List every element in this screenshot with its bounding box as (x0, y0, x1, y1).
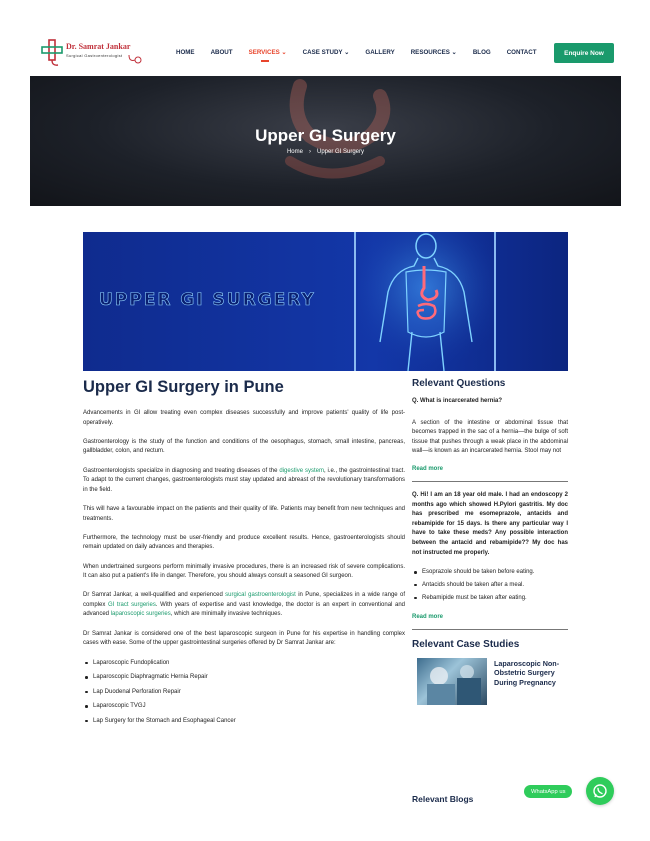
breadcrumb (30, 149, 621, 155)
list-item: Antacids should be taken after a meal. (412, 579, 568, 592)
text-segment: . With years of expertise and vast knowledge, the doctor is an expert in conventional and advanced (83, 601, 406, 618)
nav-case-study-label: CASE STUDY (302, 49, 343, 56)
nav-contact[interactable]: CONTACT (506, 49, 537, 56)
chevron-down-icon: ⌄ (451, 49, 457, 56)
surgeries-list (83, 656, 405, 729)
feature-divider-right (494, 232, 496, 371)
nav-resources-label: RESOURCES (410, 49, 450, 56)
list-item: Rebamipide must be taken after eating. (412, 592, 568, 605)
answer-list (412, 566, 568, 604)
case-study-card[interactable] (412, 658, 568, 708)
article-paragraph (83, 591, 405, 620)
gi-tract-surgeries-link[interactable]: GI tract surgeries (107, 601, 156, 608)
list-item: Lap Duodenal Perforation Repair (83, 685, 405, 700)
nav-services-label: SERVICES (248, 49, 280, 56)
site-logo[interactable] (40, 38, 140, 70)
list-item: Laparoscopic TVGJ (83, 699, 405, 714)
article-paragraph: This will have a favourable impact on the patients and their quality of life. Patients may benefit from new techniques and treatments. (83, 505, 405, 522)
list-item: Laparoscopic Diaphragmatic Hernia Repair (83, 670, 405, 685)
feature-image-text: UPPER GI SURGERY (99, 290, 316, 310)
list-item: Laparoscopic Fundoplication (83, 656, 405, 671)
text-segment: Dr Samrat Jankar, a well-qualified and experienced (83, 592, 226, 599)
read-more-link[interactable]: Read more (412, 613, 444, 620)
article-paragraph: Furthermore, the technology must be user-friendly and produce excellent results. Hence, gastroenterologists should remain updated on daily advances and therapies. (83, 534, 405, 551)
chevron-down-icon: ⌄ (344, 49, 350, 56)
digestive-system-link[interactable]: digestive system (279, 467, 324, 474)
text-segment: in Pune, specializes in a wide range of complex (83, 592, 405, 608)
article-paragraph: Gastroenterology is the study of the function and conditions of the oesophagus, stomach, small intestine, pancreas, gallbladder, colon, and rectum. (83, 438, 405, 455)
page-hero-banner (30, 76, 621, 206)
site-header (0, 0, 650, 76)
main-nav (176, 49, 553, 56)
breadcrumb-separator-icon: › (308, 149, 311, 155)
laparoscopic-surgeries-link[interactable]: laparoscopic surgeries (110, 611, 171, 618)
logo-emblem-icon (40, 38, 66, 68)
nav-resources[interactable] (411, 49, 457, 56)
nav-services[interactable] (249, 49, 287, 56)
sidebar (412, 378, 568, 708)
nav-about[interactable]: ABOUT (210, 49, 233, 56)
nav-home[interactable]: HOME (176, 49, 195, 56)
question-title: Q. What is incarcerated hernia? (412, 398, 503, 404)
article-paragraph: Advancements in GI allow treating even complex diseases successfully and improve patients' quality of life post-operatively. (83, 410, 405, 426)
main-article (83, 378, 405, 728)
list-item: Lap Surgery for the Stomach and Esophageal Cancer (83, 714, 405, 729)
feature-image (83, 232, 568, 371)
article-paragraph: When undertrained surgeons perform minimally invasive procedures, there is an increased risk of severe complications. It can also put a patient's life in danger. Therefore, you should always consult a seasoned GI surgeon. (83, 563, 405, 580)
breadcrumb-current: Upper GI Surgery (316, 149, 365, 155)
relevant-case-studies-heading: Relevant Case Studies (412, 638, 520, 650)
feature-divider-left (354, 232, 356, 371)
article-paragraph (83, 467, 405, 496)
enquire-now-button[interactable]: Enquire Now (554, 43, 614, 63)
nav-blog[interactable]: BLOG (472, 49, 491, 56)
text-segment: , which are minimally invasive techniques. (170, 611, 283, 618)
nav-gallery[interactable]: GALLERY (365, 49, 395, 56)
question-answer: A section of the intestine or abdominal tissue that becomes trapped in the sac of a hernia—the bulge of soft tissue that pushes through a weak place in the abdominal wall—is known as an incarcerated hernia. Stool may not (412, 419, 568, 455)
relevant-questions-heading: Relevant Questions (412, 378, 506, 389)
surgery-photo-icon (417, 658, 487, 705)
logo-tagline: Surgical Gastroenterologist (66, 53, 123, 58)
text-segment: , i.e., the gastrointestinal tract. To adapt to the current changes, gastroenterologists must stay updated and abreast of the revolutionary transformations in the field. (83, 467, 405, 493)
page-title: Upper GI Surgery (255, 126, 396, 145)
nav-case-study[interactable] (303, 49, 350, 56)
article-title: Upper GI Surgery in Pune (83, 378, 284, 396)
text-segment: Gastroenterologists specialize in diagnosing and treating diseases of the (83, 467, 280, 474)
logo-name: Dr. Samrat Jankar (66, 42, 131, 51)
case-study-thumbnail[interactable] (417, 658, 487, 705)
read-more-link[interactable]: Read more (412, 465, 444, 472)
list-item: Esoprazole should be taken before eating. (412, 566, 568, 579)
divider (412, 629, 568, 630)
whatsapp-icon (592, 783, 608, 799)
surgical-gastroenterologist-link[interactable]: surgical gastroenterologist (225, 592, 296, 599)
human-body-anatomy-illustration (358, 232, 494, 371)
article-paragraph: Dr Samrat Jankar is considered one of the best laparoscopic surgeon in Pune for his expertise in handling complex cases with ease. Some of the upper gastrointestinal surgeries offered by Dr Samrat Jankar are: (83, 630, 405, 647)
breadcrumb-home-link[interactable]: Home (286, 149, 303, 155)
question-title: Q. Hi! I am an 18 year old male. I had an endoscopy 2 months ago which showed H.Pylori gastritis. My doc has prescribed me esomeprazole, antacids and rebamipide for 15 days. Is there any particular way I have to take these meds? Any possible interaction between the antacid and rebamipide?? My doc has not instructed me properly. (412, 491, 568, 556)
case-study-title[interactable]: Laparoscopic Non-Obstetric Surgery During Pregnancy (494, 658, 560, 688)
logo-stethoscope-icon (128, 54, 142, 64)
chevron-down-icon: ⌄ (281, 49, 287, 56)
whatsapp-button[interactable] (586, 777, 614, 805)
whatsapp-label[interactable]: WhatsApp us (524, 785, 572, 798)
relevant-blogs-heading: Relevant Blogs (412, 794, 474, 804)
divider (412, 481, 568, 482)
